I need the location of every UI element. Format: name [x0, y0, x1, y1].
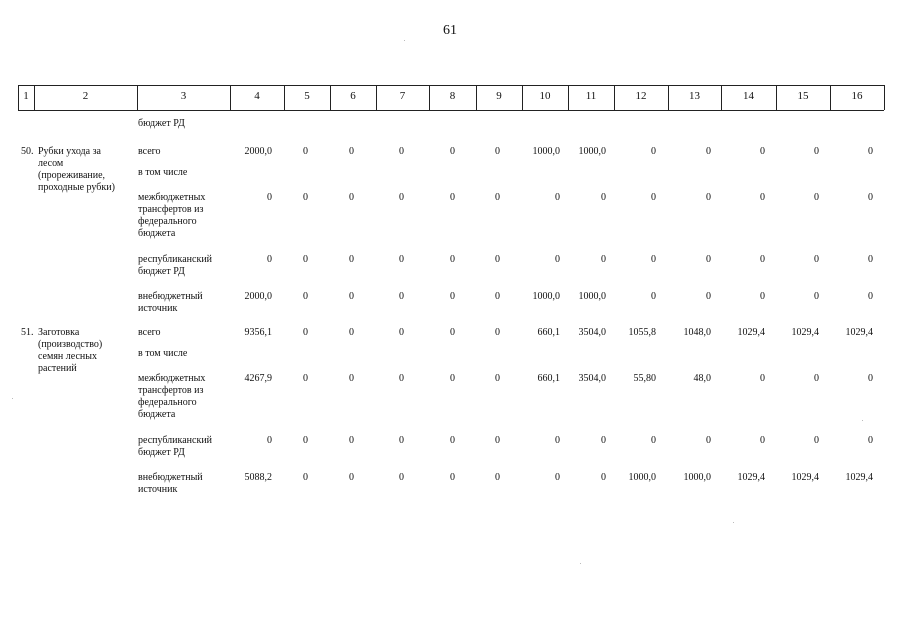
value-cell: 0 — [495, 254, 500, 265]
value-cell: 0 — [601, 254, 606, 265]
value-cell: 0 — [706, 254, 711, 265]
value-cell: 0 — [814, 254, 819, 265]
value-cell: 3504,0 — [578, 327, 606, 338]
value-cell: 3504,0 — [578, 373, 606, 384]
column-header: 12 — [635, 90, 647, 102]
value-cell: 0 — [399, 291, 404, 302]
row-label: республиканский бюджет РД — [138, 435, 213, 458]
value-cell: 1029,4 — [791, 327, 819, 338]
value-cell: 0 — [399, 192, 404, 203]
value-cell: 0 — [760, 254, 765, 265]
value-cell: 0 — [399, 254, 404, 265]
column-header: 14 — [743, 90, 754, 102]
value-cell: 0 — [706, 192, 711, 203]
value-cell: 0 — [495, 435, 500, 446]
value-cell: 1000,0 — [683, 472, 711, 483]
value-cell: 0 — [601, 435, 606, 446]
value-cell: 0 — [450, 373, 455, 384]
value-cell: 0 — [495, 146, 500, 157]
value-cell: 0 — [760, 291, 765, 302]
header-column-divider — [884, 85, 885, 110]
value-cell: 0 — [495, 327, 500, 338]
value-cell: 1000,0 — [532, 146, 560, 157]
value-cell: 1029,4 — [791, 472, 819, 483]
value-cell: 55,80 — [633, 373, 656, 384]
row-label: межбюджетных трансфертов из федерального бюджета — [138, 192, 206, 239]
value-cell: 0 — [555, 254, 560, 265]
item-number: 51. — [21, 327, 34, 338]
value-cell: 1000,0 — [578, 291, 606, 302]
value-cell: 48,0 — [693, 373, 711, 384]
value-cell: 0 — [450, 192, 455, 203]
column-header: 5 — [304, 90, 310, 102]
column-header: 1 — [23, 90, 29, 102]
value-cell: 0 — [267, 192, 272, 203]
column-header: 6 — [350, 90, 356, 102]
item-name: Заготовка (производство) семян лесных растений — [38, 327, 103, 374]
row-label: внебюджетный источник — [138, 291, 203, 314]
value-cell: 0 — [349, 327, 354, 338]
value-cell: 0 — [303, 327, 308, 338]
value-cell: 2000,0 — [244, 146, 272, 157]
header-top-rule — [18, 85, 884, 86]
value-cell: 0 — [303, 472, 308, 483]
value-cell: 1000,0 — [578, 146, 606, 157]
value-cell: 0 — [814, 373, 819, 384]
value-cell: 0 — [349, 291, 354, 302]
value-cell: 0 — [706, 291, 711, 302]
value-cell: 2000,0 — [244, 291, 272, 302]
scan-speck — [862, 420, 863, 421]
row-label: всего — [138, 146, 161, 157]
value-cell: 0 — [814, 146, 819, 157]
scan-speck — [12, 398, 13, 399]
column-header: 10 — [539, 90, 551, 102]
value-cell: 0 — [349, 435, 354, 446]
column-header: 15 — [797, 90, 809, 102]
value-cell: 0 — [555, 472, 560, 483]
value-cell: 0 — [495, 373, 500, 384]
value-cell: 1029,4 — [845, 327, 873, 338]
column-header: 16 — [851, 90, 863, 102]
value-cell: 0 — [760, 192, 765, 203]
column-header: 8 — [449, 90, 456, 102]
header-bottom-rule — [18, 110, 884, 111]
value-cell: 0 — [399, 327, 404, 338]
column-header: 11 — [585, 90, 597, 102]
row-label: республиканский бюджет РД — [138, 254, 213, 277]
page-number: 61 — [443, 23, 457, 38]
value-cell: 0 — [868, 254, 873, 265]
column-header: 13 — [689, 90, 700, 102]
value-cell: 0 — [303, 435, 308, 446]
value-cell: 0 — [303, 146, 308, 157]
value-cell: 0 — [450, 146, 455, 157]
value-cell: 5088,2 — [244, 472, 272, 483]
value-cell: 1000,0 — [532, 291, 560, 302]
row-label: внебюджетный источник — [138, 472, 203, 495]
value-cell: 0 — [267, 435, 272, 446]
row-label: в том числе — [138, 348, 188, 359]
item-number: 50. — [21, 146, 34, 157]
row-label-continuation: бюджет РД — [138, 118, 185, 129]
value-cell: 0 — [399, 373, 404, 384]
value-cell: 0 — [651, 291, 656, 302]
value-cell: 0 — [450, 291, 455, 302]
value-cell: 0 — [450, 327, 455, 338]
value-cell: 1048,0 — [683, 327, 711, 338]
value-cell: 0 — [760, 435, 765, 446]
value-cell: 660,1 — [537, 373, 560, 384]
value-cell: 0 — [349, 192, 354, 203]
value-cell: 0 — [303, 291, 308, 302]
value-cell: 0 — [303, 192, 308, 203]
scan-speck — [404, 40, 405, 41]
value-cell: 1000,0 — [628, 472, 656, 483]
value-cell: 0 — [349, 254, 354, 265]
value-cell: 0 — [651, 146, 656, 157]
value-cell: 0 — [760, 146, 765, 157]
value-cell: 0 — [555, 192, 560, 203]
value-cell: 0 — [868, 192, 873, 203]
value-cell: 0 — [760, 373, 765, 384]
value-cell: 0 — [450, 435, 455, 446]
row-label: в том числе — [138, 167, 188, 178]
scan-speck — [580, 563, 581, 564]
value-cell: 660,1 — [537, 327, 560, 338]
value-cell: 0 — [450, 254, 455, 265]
value-cell: 1055,8 — [628, 327, 656, 338]
item-name: Рубки ухода за лесом (прореживание, проходные рубки) — [38, 146, 115, 193]
value-cell: 0 — [495, 291, 500, 302]
value-cell: 0 — [868, 146, 873, 157]
column-header: 4 — [254, 90, 260, 102]
value-cell: 0 — [651, 192, 656, 203]
column-header: 2 — [82, 90, 89, 102]
value-cell: 0 — [349, 472, 354, 483]
column-header: 7 — [399, 90, 406, 102]
column-header: 3 — [180, 90, 187, 102]
value-cell: 0 — [349, 373, 354, 384]
value-cell: 0 — [349, 146, 354, 157]
value-cell: 0 — [399, 435, 404, 446]
value-cell: 0 — [868, 435, 873, 446]
value-cell: 0 — [555, 435, 560, 446]
value-cell: 0 — [651, 254, 656, 265]
value-cell: 0 — [814, 291, 819, 302]
value-cell: 9356,1 — [244, 327, 272, 338]
row-label: межбюджетных трансфертов из федерального бюджета — [138, 373, 206, 420]
column-header: 9 — [496, 90, 502, 102]
value-cell: 0 — [399, 146, 404, 157]
scan-speck — [733, 522, 734, 523]
value-cell: 0 — [267, 254, 272, 265]
value-cell: 0 — [706, 146, 711, 157]
value-cell: 0 — [814, 435, 819, 446]
value-cell: 0 — [651, 435, 656, 446]
value-cell: 0 — [868, 291, 873, 302]
value-cell: 0 — [706, 435, 711, 446]
value-cell: 0 — [495, 192, 500, 203]
value-cell: 0 — [814, 192, 819, 203]
value-cell: 4267,9 — [244, 373, 272, 384]
value-cell: 0 — [450, 472, 455, 483]
value-cell: 0 — [601, 472, 606, 483]
value-cell: 1029,4 — [737, 472, 765, 483]
value-cell: 0 — [601, 192, 606, 203]
value-cell: 1029,4 — [737, 327, 765, 338]
value-cell: 0 — [303, 254, 308, 265]
value-cell: 1029,4 — [845, 472, 873, 483]
value-cell: 0 — [399, 472, 404, 483]
value-cell: 0 — [868, 373, 873, 384]
row-label: всего — [138, 327, 161, 338]
value-cell: 0 — [495, 472, 500, 483]
value-cell: 0 — [303, 373, 308, 384]
